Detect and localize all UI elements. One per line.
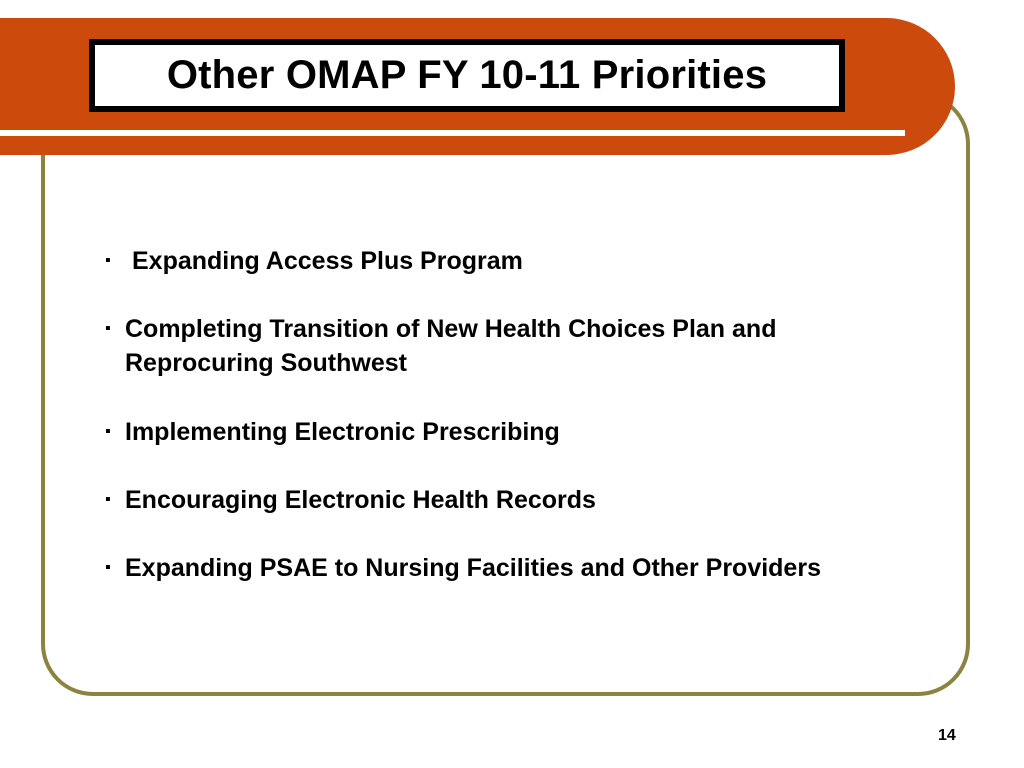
bullet-text: Completing Transition of New Health Choices Plan and Reprocuring Southwest [125, 315, 777, 377]
bullet-item-access-plus [105, 244, 523, 278]
bullet-item-ehr [105, 483, 596, 517]
title-box [89, 39, 845, 112]
bullet-square-icon: ▪ [105, 491, 111, 508]
bullet-text: Implementing Electronic Prescribing [125, 418, 560, 446]
content-frame [41, 92, 970, 696]
bullet-text: Encouraging Electronic Health Records [125, 486, 596, 514]
page-number: 14 [938, 727, 956, 744]
bullet-square-icon: ▪ [105, 423, 111, 440]
bullet-square-icon: ▪ [105, 252, 111, 269]
page-title: Other OMAP FY 10-11 Priorities [166, 53, 768, 97]
bullet-square-icon: ▪ [105, 320, 111, 337]
bullet-text: Expanding PSAE to Nursing Facilities and Other Providers [125, 554, 821, 582]
bullet-item-psae [105, 551, 821, 585]
bullet-item-e-prescribing [105, 415, 560, 449]
bullet-item-health-choices [105, 312, 885, 380]
title-underline-rule [0, 130, 905, 136]
bullet-text: Expanding Access Plus Program [132, 247, 523, 275]
bullet-square-icon: ▪ [105, 559, 111, 576]
